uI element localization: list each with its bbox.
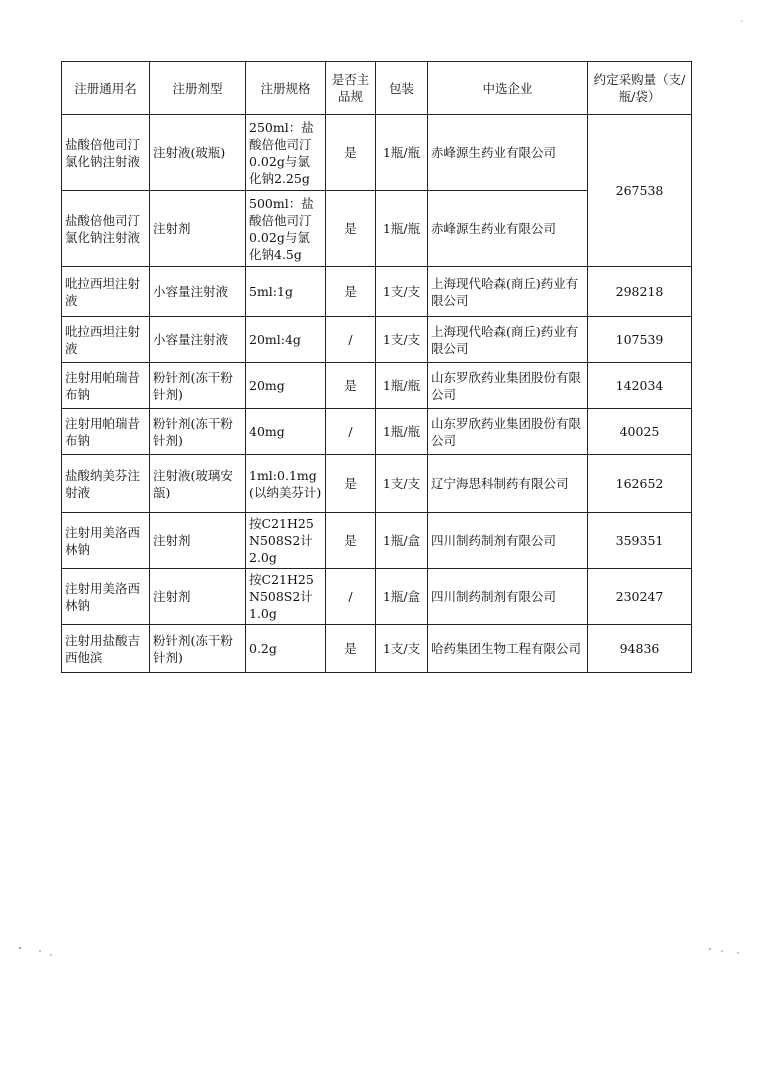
cell-pack: 1瓶/瓶 bbox=[376, 363, 428, 409]
cell-spec: 0.2g bbox=[246, 625, 326, 673]
cell-company: 四川制药制剂有限公司 bbox=[428, 513, 588, 569]
cell-main: / bbox=[326, 317, 376, 363]
cell-name: 吡拉西坦注射液 bbox=[62, 267, 150, 317]
cell-qty: 267538 bbox=[588, 115, 692, 267]
header-company: 中选企业 bbox=[428, 62, 588, 115]
cell-company: 四川制药制剂有限公司 bbox=[428, 569, 588, 625]
cell-main: 是 bbox=[326, 363, 376, 409]
scan-speck bbox=[709, 948, 711, 950]
cell-form: 小容量注射液 bbox=[150, 317, 246, 363]
header-spec: 注册规格 bbox=[246, 62, 326, 115]
scan-speck bbox=[721, 950, 723, 952]
cell-pack: 1支/支 bbox=[376, 317, 428, 363]
cell-form: 注射液(玻璃安瓿) bbox=[150, 455, 246, 513]
cell-main: / bbox=[326, 569, 376, 625]
cell-main: 是 bbox=[326, 115, 376, 191]
cell-pack: 1支/支 bbox=[376, 455, 428, 513]
cell-main: / bbox=[326, 409, 376, 455]
cell-pack: 1瓶/瓶 bbox=[376, 191, 428, 267]
scan-speck bbox=[39, 950, 41, 952]
cell-form: 注射剂 bbox=[150, 569, 246, 625]
cell-name: 注射用盐酸吉西他滨 bbox=[62, 625, 150, 673]
cell-main: 是 bbox=[326, 625, 376, 673]
cell-spec: 按C21H25N508S2计 1.0g bbox=[246, 569, 326, 625]
cell-pack: 1瓶/盒 bbox=[376, 569, 428, 625]
cell-spec: 500ml：盐酸倍他司汀0.02g与氯化钠4.5g bbox=[246, 191, 326, 267]
cell-qty: 359351 bbox=[588, 513, 692, 569]
scan-speck bbox=[19, 947, 21, 949]
cell-form: 粉针剂(冻干粉针剂) bbox=[150, 409, 246, 455]
cell-name: 注射用美洛西林钠 bbox=[62, 569, 150, 625]
cell-name: 注射用帕瑞昔布钠 bbox=[62, 409, 150, 455]
cell-company: 山东罗欣药业集团股份有限公司 bbox=[428, 363, 588, 409]
scan-speck bbox=[741, 20, 742, 21]
header-qty: 约定采购量（支/瓶/袋） bbox=[588, 62, 692, 115]
cell-qty: 230247 bbox=[588, 569, 692, 625]
cell-form: 注射液(玻瓶) bbox=[150, 115, 246, 191]
cell-spec: 20mg bbox=[246, 363, 326, 409]
cell-company: 赤峰源生药业有限公司 bbox=[428, 191, 588, 267]
cell-company: 赤峰源生药业有限公司 bbox=[428, 115, 588, 191]
cell-form: 注射剂 bbox=[150, 191, 246, 267]
cell-form: 粉针剂(冻干粉针剂) bbox=[150, 625, 246, 673]
cell-pack: 1瓶/瓶 bbox=[376, 409, 428, 455]
cell-company: 辽宁海思科制药有限公司 bbox=[428, 455, 588, 513]
cell-name: 注射用帕瑞昔布钠 bbox=[62, 363, 150, 409]
cell-spec: 250ml：盐酸倍他司汀0.02g与氯化钠2.25g bbox=[246, 115, 326, 191]
cell-name: 注射用美洛西林钠 bbox=[62, 513, 150, 569]
cell-spec: 5ml:1g bbox=[246, 267, 326, 317]
header-form: 注册剂型 bbox=[150, 62, 246, 115]
cell-name: 吡拉西坦注射液 bbox=[62, 317, 150, 363]
cell-spec: 40mg bbox=[246, 409, 326, 455]
cell-spec: 20ml:4g bbox=[246, 317, 326, 363]
cell-spec: 按C21H25N508S2计 2.0g bbox=[246, 513, 326, 569]
cell-qty: 142034 bbox=[588, 363, 692, 409]
header-main: 是否主品规 bbox=[326, 62, 376, 115]
cell-name: 盐酸倍他司汀氯化钠注射液 bbox=[62, 191, 150, 267]
header-name: 注册通用名 bbox=[62, 62, 150, 115]
cell-form: 注射剂 bbox=[150, 513, 246, 569]
cell-spec: 1ml:0.1mg(以纳美芬计) bbox=[246, 455, 326, 513]
cell-name: 盐酸倍他司汀氯化钠注射液 bbox=[62, 115, 150, 191]
cell-company: 山东罗欣药业集团股份有限公司 bbox=[428, 409, 588, 455]
scan-speck bbox=[50, 954, 52, 956]
cell-name: 盐酸纳美芬注射液 bbox=[62, 455, 150, 513]
cell-qty: 40025 bbox=[588, 409, 692, 455]
cell-pack: 1支/支 bbox=[376, 625, 428, 673]
cell-pack: 1支/支 bbox=[376, 267, 428, 317]
cell-company: 哈药集团生物工程有限公司 bbox=[428, 625, 588, 673]
cell-main: 是 bbox=[326, 191, 376, 267]
cell-company: 上海现代哈森(商丘)药业有限公司 bbox=[428, 317, 588, 363]
header-pack: 包装 bbox=[376, 62, 428, 115]
cell-qty: 298218 bbox=[588, 267, 692, 317]
cell-main: 是 bbox=[326, 455, 376, 513]
cell-qty: 162652 bbox=[588, 455, 692, 513]
cell-pack: 1瓶/盒 bbox=[376, 513, 428, 569]
cell-main: 是 bbox=[326, 513, 376, 569]
cell-qty: 107539 bbox=[588, 317, 692, 363]
scan-speck bbox=[737, 952, 739, 954]
cell-company: 上海现代哈森(商丘)药业有限公司 bbox=[428, 267, 588, 317]
cell-form: 小容量注射液 bbox=[150, 267, 246, 317]
cell-form: 粉针剂(冻干粉针剂) bbox=[150, 363, 246, 409]
cell-pack: 1瓶/瓶 bbox=[376, 115, 428, 191]
cell-main: 是 bbox=[326, 267, 376, 317]
cell-qty: 94836 bbox=[588, 625, 692, 673]
